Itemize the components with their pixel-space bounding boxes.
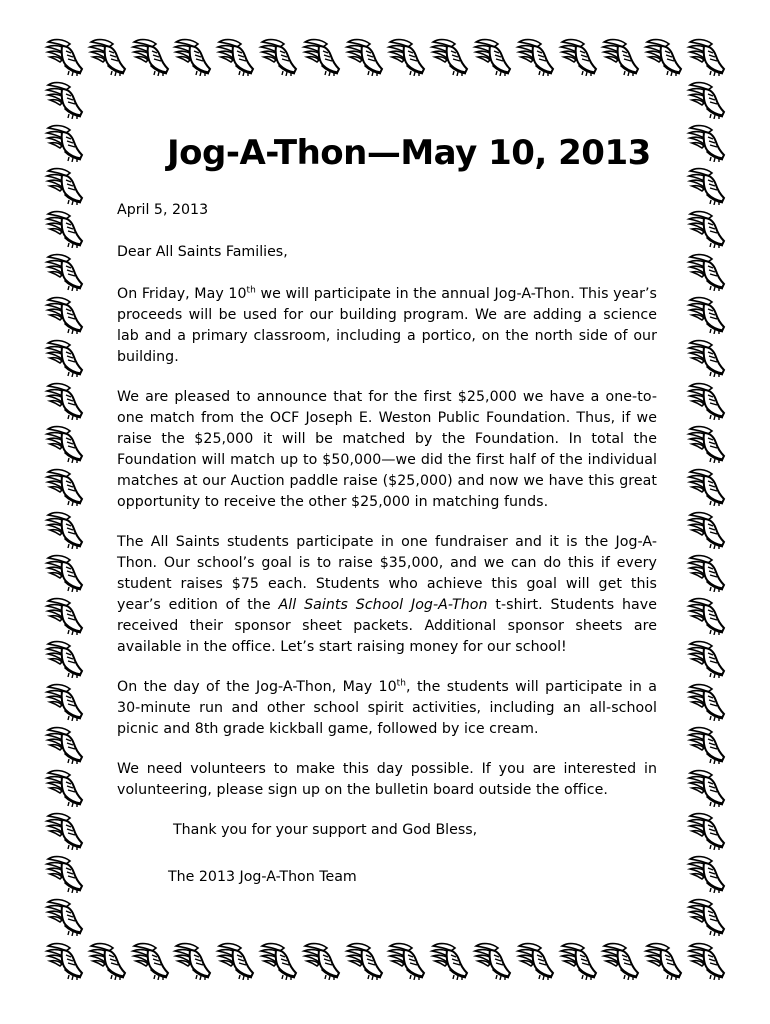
letter-body bbox=[117, 130, 657, 888]
winged-shoe-icon bbox=[172, 940, 214, 980]
winged-shoe-icon bbox=[429, 940, 471, 980]
letter-greeting: Dear All Saints Families, bbox=[117, 244, 288, 260]
letter-closing: Thank you for your support and God Bless, bbox=[173, 822, 478, 838]
winged-shoe-icon bbox=[686, 165, 728, 205]
paragraph-text: The All Saints students participate in one fundraiser and it is the Jog-A-Thon. Our school’s goal is to raise $35,000, and we can do this if every student raises $75 each. Students who achieve this goal will get this year’s edition of the bbox=[117, 534, 657, 613]
winged-shoe-icon bbox=[44, 294, 86, 334]
winged-shoe-icon bbox=[386, 940, 428, 980]
winged-shoe-icon bbox=[344, 36, 386, 76]
winged-shoe-icon bbox=[686, 36, 728, 76]
winged-shoe-icon bbox=[600, 36, 642, 76]
winged-shoe-icon bbox=[686, 552, 728, 592]
winged-shoe-icon bbox=[87, 36, 129, 76]
paragraph-text: , the students will participate in a 30-minute run and other school spirit activities, including an all-school picnic and 8th grade kickball game, followed by ice cream. bbox=[117, 679, 657, 737]
winged-shoe-icon bbox=[686, 208, 728, 248]
winged-shoe-icon bbox=[44, 810, 86, 850]
winged-shoe-icon bbox=[686, 767, 728, 807]
winged-shoe-icon bbox=[44, 681, 86, 721]
winged-shoe-icon bbox=[44, 595, 86, 635]
winged-shoe-icon bbox=[515, 940, 557, 980]
winged-shoe-icon bbox=[686, 380, 728, 420]
winged-shoe-icon bbox=[87, 940, 129, 980]
winged-shoe-icon bbox=[686, 122, 728, 162]
winged-shoe-icon bbox=[130, 36, 172, 76]
winged-shoe-icon bbox=[44, 380, 86, 420]
winged-shoe-icon bbox=[472, 940, 514, 980]
letter-date: April 5, 2013 bbox=[117, 202, 209, 218]
winged-shoe-icon bbox=[215, 36, 257, 76]
winged-shoe-icon bbox=[44, 122, 86, 162]
winged-shoe-icon bbox=[686, 423, 728, 463]
winged-shoe-icon bbox=[44, 509, 86, 549]
winged-shoe-icon bbox=[344, 940, 386, 980]
paragraph-fundraiser-goal bbox=[117, 532, 657, 658]
winged-shoe-icon bbox=[301, 940, 343, 980]
winged-shoe-icon bbox=[472, 36, 514, 76]
winged-shoe-icon bbox=[558, 36, 600, 76]
winged-shoe-icon bbox=[44, 466, 86, 506]
letter-title: Jog-A-Thon—May 10, 2013 bbox=[167, 133, 651, 173]
ordinal-suffix: th bbox=[246, 285, 256, 296]
paragraph-text: On the day of the Jog-A-Thon, May 10 bbox=[117, 679, 397, 695]
winged-shoe-icon bbox=[686, 681, 728, 721]
winged-shoe-icon bbox=[44, 36, 86, 76]
winged-shoe-icon bbox=[215, 940, 257, 980]
winged-shoe-icon bbox=[558, 940, 600, 980]
winged-shoe-icon bbox=[44, 552, 86, 592]
winged-shoe-icon bbox=[429, 36, 471, 76]
winged-shoe-icon bbox=[643, 36, 685, 76]
winged-shoe-icon bbox=[686, 294, 728, 334]
winged-shoe-icon bbox=[44, 79, 86, 119]
winged-shoe-icon bbox=[686, 810, 728, 850]
winged-shoe-icon bbox=[386, 36, 428, 76]
winged-shoe-icon bbox=[258, 36, 300, 76]
ordinal-suffix: th bbox=[396, 678, 407, 689]
winged-shoe-icon bbox=[44, 638, 86, 678]
winged-shoe-icon bbox=[44, 423, 86, 463]
winged-shoe-icon bbox=[44, 337, 86, 377]
paragraph-matching-funds: We are pleased to announce that for the first $25,000 we have a one-to-one match from the OCF Joseph E. Weston Public Foundation. Thus, if we raise the $25,000 it will be matched by the Foundation. In total the Foundation will match up to $50,000—we did the first half of the individual matches at our Auction paddle raise ($25,000) and now we have this great opportunity to receive the other $25,000 in matching funds. bbox=[117, 389, 657, 510]
winged-shoe-icon bbox=[44, 940, 86, 980]
winged-shoe-icon bbox=[686, 638, 728, 678]
paragraph-volunteers: We need volunteers to make this day possible. If you are interested in volunteering, please sign up on the bulletin board outside the office. bbox=[117, 761, 657, 798]
winged-shoe-icon bbox=[686, 509, 728, 549]
winged-shoe-icon bbox=[686, 337, 728, 377]
winged-shoe-icon bbox=[44, 767, 86, 807]
winged-shoe-icon bbox=[44, 251, 86, 291]
winged-shoe-icon bbox=[44, 853, 86, 893]
winged-shoe-icon bbox=[44, 165, 86, 205]
winged-shoe-icon bbox=[515, 36, 557, 76]
paragraph-text: we will participate in the annual Jog-A-Thon. This year’s proceeds will be used for our building program. We are adding a science lab and a primary classroom, including a portico, on the north side of our building. bbox=[117, 286, 657, 365]
winged-shoe-icon bbox=[44, 208, 86, 248]
paragraph-event-day bbox=[117, 677, 657, 740]
winged-shoe-icon bbox=[686, 466, 728, 506]
paragraph-text: t-shirt. Students have received their sponsor sheet packets. Additional sponsor sheets are available in the office. Let’s start raising money for our school! bbox=[117, 597, 657, 655]
tshirt-name: All Saints School Jog-A-Thon bbox=[278, 597, 488, 613]
winged-shoe-icon bbox=[643, 940, 685, 980]
paragraph-announcement bbox=[117, 284, 657, 368]
winged-shoe-icon bbox=[258, 940, 300, 980]
winged-shoe-icon bbox=[301, 36, 343, 76]
winged-shoe-icon bbox=[686, 251, 728, 291]
winged-shoe-icon bbox=[686, 853, 728, 893]
winged-shoe-icon bbox=[172, 36, 214, 76]
paragraph-text: On Friday, May 10 bbox=[117, 286, 247, 302]
winged-shoe-icon bbox=[686, 940, 728, 980]
winged-shoe-icon bbox=[686, 79, 728, 119]
winged-shoe-icon bbox=[686, 896, 728, 936]
winged-shoe-icon bbox=[600, 940, 642, 980]
letter-signature: The 2013 Jog-A-Thon Team bbox=[168, 869, 357, 885]
winged-shoe-icon bbox=[686, 595, 728, 635]
winged-shoe-icon bbox=[44, 896, 86, 936]
winged-shoe-icon bbox=[44, 724, 86, 764]
winged-shoe-icon bbox=[130, 940, 172, 980]
winged-shoe-icon bbox=[686, 724, 728, 764]
